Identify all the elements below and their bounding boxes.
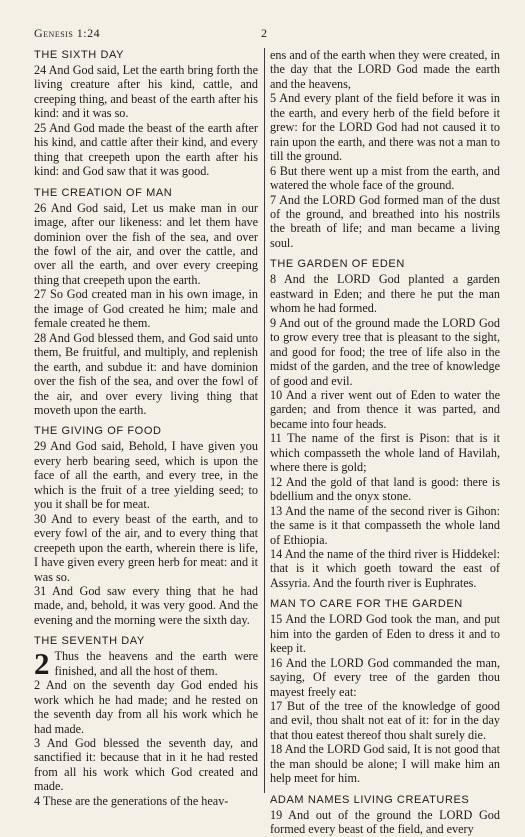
verse: 12 And the gold of that land is good: there is bdellium and the onyx stone. bbox=[270, 474, 500, 504]
verse: 16 And the LORD God commanded the man, saying, Of every tree of the garden thou mayest freely eat: bbox=[270, 655, 500, 699]
verse: ens and of the earth when they were created, in the day that the LORD God made the earth and the heavens, bbox=[270, 48, 500, 91]
section-heading: THE SEVENTH DAY bbox=[34, 635, 145, 648]
verse: 18 And the LORD God said, It is not good that the man should be alone; I will make him an help meet for him. bbox=[270, 742, 500, 786]
right-column bbox=[270, 48, 500, 837]
verse: 8 And the LORD God planted a garden eastward in Eden; and there he put the man whom he had formed. bbox=[270, 272, 500, 316]
verse: 2 And on the seventh day God ended his work which he had made; and he rested on the seventh day from all his work which he had made. bbox=[34, 678, 258, 736]
verse: 7 And the LORD God formed man of the dust of the ground, and breathed into his nostrils the breath of life; and man became a living soul. bbox=[270, 192, 500, 250]
verse: 28 And God blessed them, and God said unto them, Be fruitful, and multiply, and replenish the earth, and subdue it: and have dominion over the fish of the sea, and over the fowl of the air, and over every living thing that moveth upon the earth. bbox=[34, 330, 258, 417]
verse: 6 But there went up a mist from the earth, and watered the whole face of the ground. bbox=[270, 163, 500, 193]
verse-text: Thus the heavens and the earth were finished, and all the host of them. bbox=[54, 649, 258, 678]
verse: 5 And every plant of the field before it was in the earth, and every herb of the field before it grew: for the LORD God had not caused it to rain upon the earth, and there was not a man to till the ground. bbox=[270, 91, 500, 164]
section-heading: THE SIXTH DAY bbox=[34, 49, 125, 61]
verse: 30 And to every beast of the earth, and to every fowl of the air, and to every thing that creepeth upon the earth, wherein there is life, I have given every green herb for meat: and it was so. bbox=[34, 511, 258, 584]
verse: 19 And out of the ground the LORD God formed every beast of the field, and every bbox=[270, 807, 500, 837]
verse: 24 And God said, Let the earth bring forth the living creature after his kind, cattle, and creeping thing, and beast of the earth after his kind: and it was so. bbox=[34, 63, 258, 121]
verse: 4 These are the generations of the heav- bbox=[34, 793, 229, 808]
verse: 17 But of the tree of the knowledge of good and evil, thou shalt not eat of it: for in the day that thou eatest thereof thou shalt surely die. bbox=[270, 699, 500, 742]
page-number: 2 bbox=[261, 26, 268, 40]
column-divider bbox=[264, 48, 265, 793]
section-heading: THE CREATION OF MAN bbox=[34, 186, 173, 199]
verse: 26 And God said, Let us make man in our image, after our likeness: and let them have dominion over the fish of the sea, and over the fowl of the air, and over the cattle, and over all the earth, and over every creeping thing that creepeth upon the earth. bbox=[34, 200, 258, 287]
section-heading: THE GARDEN OF EDEN bbox=[270, 258, 405, 271]
verse: 15 And the LORD God took the man, and put him into the garden of Eden to dress it and to keep it. bbox=[270, 612, 500, 656]
section-heading: THE GIVING OF FOOD bbox=[34, 425, 162, 438]
verse: 9 And out of the ground made the LORD God to grow every tree that is pleasant to the sight, and good for food; the tree of life also in the midst of the garden, and the tree of knowledge of good and evil. bbox=[270, 315, 500, 388]
verse: 31 And God saw every thing that he had made, and, behold, it was very good. And the evening and the morning were the sixth day. bbox=[34, 583, 258, 627]
verse: 13 And the name of the second river is Gihon: the same is it that compasseth the whole land of Ethiopia. bbox=[270, 503, 500, 547]
chapter-number: 2 bbox=[34, 646, 50, 682]
verse: 25 And God made the beast of the earth after his kind, and cattle after their kind, and every thing that creepeth upon the earth after his kind: and God saw that it was good. bbox=[34, 120, 258, 179]
section-heading: ADAM NAMES LIVING CREATURES bbox=[270, 793, 470, 806]
verse: 29 And God said, Behold, I have given you every herb bearing seed, which is upon the face of all the earth, and every tree, in the which is the fruit of a tree yielding seed; to you it shall be for meat. bbox=[34, 439, 258, 512]
left-column bbox=[34, 48, 258, 808]
verse: 27 So God created man in his own image, in the image of God created he him; male and female created he them. bbox=[34, 287, 258, 331]
page-header bbox=[34, 26, 503, 46]
verse: 14 And the name of the third river is Hiddekel: that is it which goeth toward the east of Assyria. And the fourth river is Euphrates. bbox=[270, 546, 500, 590]
verse: 11 The name of the first is Pison: that is it which compasseth the whole land of Havilah, where there is gold; bbox=[270, 431, 500, 475]
verse bbox=[34, 646, 258, 682]
verse: 3 And God blessed the seventh day, and sanctified it: because that in it he had rested from all his work which God created and made. bbox=[34, 736, 258, 794]
section-heading: MAN TO CARE FOR THE GARDEN bbox=[270, 598, 463, 611]
verse: 10 And a river went out of Eden to water the garden; and from thence it was parted, and became into four heads. bbox=[270, 387, 500, 431]
running-head: Genesis 1:24 bbox=[34, 26, 101, 40]
